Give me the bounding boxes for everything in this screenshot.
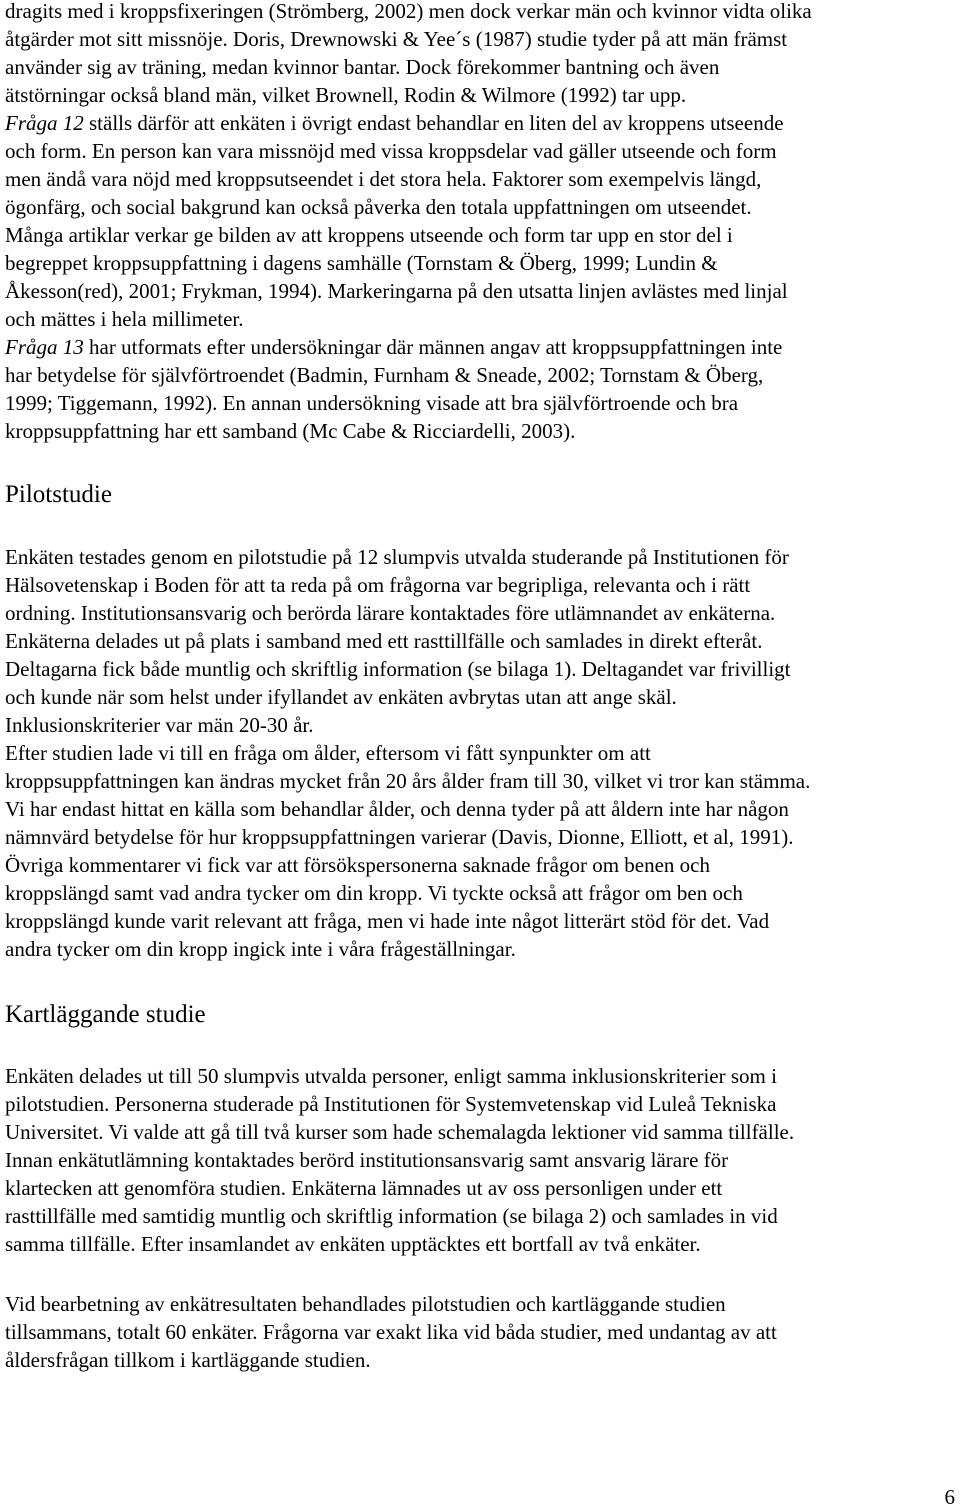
text-line: Många artiklar verkar ge bilden av att kroppens utseende och form tar upp en stor del i — [5, 223, 733, 247]
text-line: begreppet kroppsuppfattning i dagens samhälle (Tornstam & Öberg, 1999; Lundin & — [5, 251, 718, 275]
question-label: Fråga 13 — [5, 335, 84, 359]
text-line — [5, 333, 960, 361]
text-line: Enkäten testades genom en pilotstudie på 12 slumpvis utvalda studerande på Institutionen för — [5, 545, 789, 569]
text-line: och kunde när som helst under ifyllandet av enkäten avbrytas utan att ange skäl. — [5, 685, 677, 709]
section-heading: Pilotstudie — [5, 481, 112, 508]
text-line: kroppslängd kunde varit relevant att fråga, men vi hade inte något litterärt stöd för det. Vad — [5, 909, 770, 933]
text-line: ätstörningar också bland män, vilket Brownell, Rodin & Wilmore (1992) tar upp. — [5, 83, 687, 107]
text-line: använder sig av träning, medan kvinnor bantar. Dock förekommer bantning och även — [5, 55, 720, 79]
text-line: kroppsuppfattning har ett samband (Mc Cabe & Ricciardelli, 2003). — [5, 419, 576, 443]
text-line: dragits med i kroppsfixeringen (Strömberg, 2002) men dock verkar män och kvinnor vidta olika — [5, 0, 812, 23]
text-line: andra tycker om din kropp ingick inte i våra frågeställningar. — [5, 937, 516, 961]
text-line: Övriga kommentarer vi fick var att försökspersonerna saknade frågor om benen och — [5, 853, 710, 877]
text-line: har betydelse för självförtroendet (Badmin, Furnham & Sneade, 2002; Tornstam & Öberg, — [5, 363, 764, 387]
text-line: Vi har endast hittat en källa som behandlar ålder, och denna tyder på att åldern inte har någon — [5, 797, 789, 821]
text-line: och form. En person kan vara missnöjd med vissa kroppsdelar vad gäller utseende och form — [5, 139, 777, 163]
text-line: kroppsuppfattningen kan ändras mycket från 20 års ålder fram till 30, vilket vi tror kan stämma. — [5, 769, 811, 793]
text-span: ställs därför att enkäten i övrigt endast behandlar en liten del av kroppens utseende — [83, 111, 784, 135]
text-line: ordning. Institutionsansvarig och berörda lärare kontaktades före utlämnandet av enkäterna. — [5, 601, 776, 625]
text-line: Enkäterna delades ut på plats i samband med ett rasttillfälle och samlades in direkt efteråt. — [5, 629, 763, 653]
text-line: nämnvärd betydelse för hur kroppsuppfattningen varierar (Davis, Dionne, Elliott, et al, 1991). — [5, 825, 794, 849]
page-number: 6 — [944, 1485, 955, 1509]
text-line: pilotstudien. Personerna studerade på Institutionen för Systemvetenskap vid Luleå Tekniska — [5, 1092, 777, 1116]
text-line: 1999; Tiggemann, 1992). En annan undersökning visade att bra självförtroende och bra — [5, 391, 739, 415]
text-line: ögonfärg, och social bakgrund kan också påverka den totala uppfattningen om utseendet. — [5, 195, 752, 219]
text-line: samma tillfälle. Efter insamlandet av enkäten upptäcktes ett bortfall av två enkäter. — [5, 1232, 701, 1256]
text-line: åtgärder mot sitt missnöje. Doris, Drewnowski & Yee´s (1987) studie tyder på att män främst — [5, 27, 788, 51]
text-line: Hälsovetenskap i Boden för att ta reda på om frågorna var begripliga, relevanta och i rätt — [5, 573, 751, 597]
text-line: rasttillfälle med samtidig muntlig och skriftlig information (se bilaga 2) och samlades in vid — [5, 1204, 778, 1228]
text-line: Vid bearbetning av enkätresultaten behandlades pilotstudien och kartläggande studien — [5, 1292, 726, 1316]
text-span: har utformats efter undersökningar där männen angav att kroppsuppfattningen inte — [83, 335, 783, 359]
text-line: åldersfrågan tillkom i kartläggande studien. — [5, 1348, 371, 1372]
text-line — [5, 109, 960, 137]
text-line: tillsammans, totalt 60 enkäter. Frågorna var exakt lika vid båda studier, med undantag av att — [5, 1320, 777, 1344]
text-line: Universitet. Vi valde att gå till två kurser som hade schemalagda lektioner vid samma tillfälle. — [5, 1120, 795, 1144]
text-line: men ändå vara nöjd med kroppsutseendet i det stora hela. Faktorer som exempelvis längd, — [5, 167, 762, 191]
text-line: kroppslängd samt vad andra tycker om din kropp. Vi tyckte också att frågor om ben och — [5, 881, 743, 905]
text-line: och mättes i hela millimeter. — [5, 307, 244, 331]
text-line: Enkäten delades ut till 50 slumpvis utvalda personer, enligt samma inklusionskriterier som i — [5, 1064, 777, 1088]
question-label: Fråga 12 — [5, 111, 84, 135]
text-line: klartecken att genomföra studien. Enkäterna lämnades ut av oss personligen under ett — [5, 1176, 723, 1200]
section-heading: Kartläggande studie — [5, 1001, 206, 1028]
text-line: Deltagarna fick både muntlig och skriftlig information (se bilaga 1). Deltagandet var frivilligt — [5, 657, 791, 681]
text-line: Efter studien lade vi till en fråga om ålder, eftersom vi fått synpunkter om att — [5, 741, 651, 765]
text-line: Åkesson(red), 2001; Frykman, 1994). Markeringarna på den utsatta linjen avlästes med linjal — [5, 279, 788, 303]
text-line: Inklusionskriterier var män 20-30 år. — [5, 713, 314, 737]
text-line: Innan enkätutlämning kontaktades berörd institutionsansvarig samt ansvarig lärare för — [5, 1148, 729, 1172]
